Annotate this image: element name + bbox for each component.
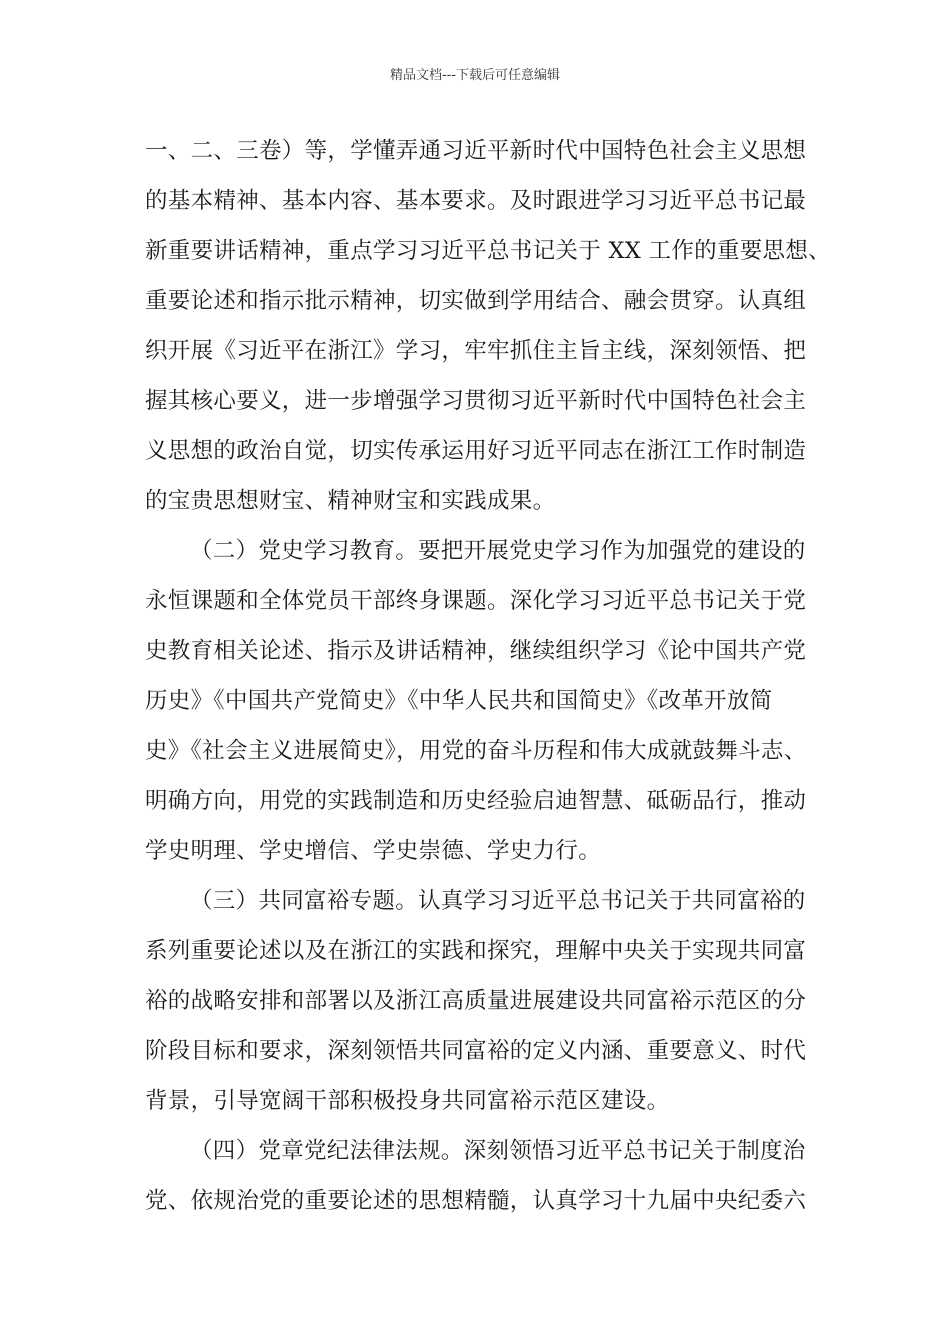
paragraph	[145, 526, 825, 876]
text-line: （四）党章党纪法律法规。深刻领悟习近平总书记关于制度治	[190, 1138, 806, 1164]
paragraph	[145, 1126, 825, 1226]
text-line: 握其核心要义，进一步增强学习贯彻习近平新时代中国特色社会主	[145, 388, 807, 414]
text-line: 史》《社会主义进展简史》，用党的奋斗历程和伟大成就鼓舞斗志、	[145, 738, 807, 764]
text-line: 明确方向，用党的实践制造和历史经验启迪智慧、砥砺品行，推动	[145, 788, 807, 814]
text-line: 新重要讲话精神，重点学习习近平总书记关于 XX 工作的重要思想、	[145, 238, 831, 264]
page-header: 精品文档---下载后可任意编辑	[389, 68, 561, 83]
text-line: 的基本精神、基本内容、基本要求。及时跟进学习习近平总书记最	[145, 188, 807, 214]
text-line: 系列重要论述以及在浙江的实践和探究，理解中央关于实现共同富	[145, 938, 807, 964]
text-line: （三）共同富裕专题。认真学习习近平总书记关于共同富裕的	[190, 888, 806, 914]
text-line: 阶段目标和要求，深刻领悟共同富裕的定义内涵、重要意义、时代	[145, 1038, 807, 1064]
text-line: 永恒课题和全体党员干部终身课题。深化学习习近平总书记关于党	[145, 588, 807, 614]
text-line: 义思想的政治自觉，切实传承运用好习近平同志在浙江工作时制造	[145, 438, 807, 464]
text-line: 学史明理、学史增信、学史崇德、学史力行。	[145, 838, 602, 864]
text-line: 背景，引导宽阔干部积极投身共同富裕示范区建设。	[145, 1088, 670, 1114]
text-line: 的宝贵思想财宝、精神财宝和实践成果。	[145, 488, 556, 514]
text-line: （二）党史学习教育。要把开展党史学习作为加强党的建设的	[190, 538, 806, 564]
text-line: 一、二、三卷）等，学懂弄通习近平新时代中国特色社会主义思想	[145, 138, 807, 164]
paragraph	[145, 126, 831, 526]
document-body	[145, 126, 831, 1226]
text-line: 史教育相关论述、指示及讲话精神，继续组织学习《论中国共产党	[145, 638, 807, 664]
text-line: 裕的战略安排和部署以及浙江高质量进展建设共同富裕示范区的分	[145, 988, 807, 1014]
text-line: 重要论述和指示批示精神，切实做到学用结合、融会贯穿。认真组	[145, 288, 807, 314]
text-line: 党、依规治党的重要论述的思想精髓，认真学习十九届中央纪委六	[145, 1188, 807, 1214]
text-line: 历史》《中国共产党简史》《中华人民共和国简史》《改革开放简	[145, 688, 773, 714]
text-line: 织开展《习近平在浙江》学习，牢牢抓住主旨主线，深刻领悟、把	[145, 338, 807, 364]
paragraph	[145, 876, 825, 1126]
